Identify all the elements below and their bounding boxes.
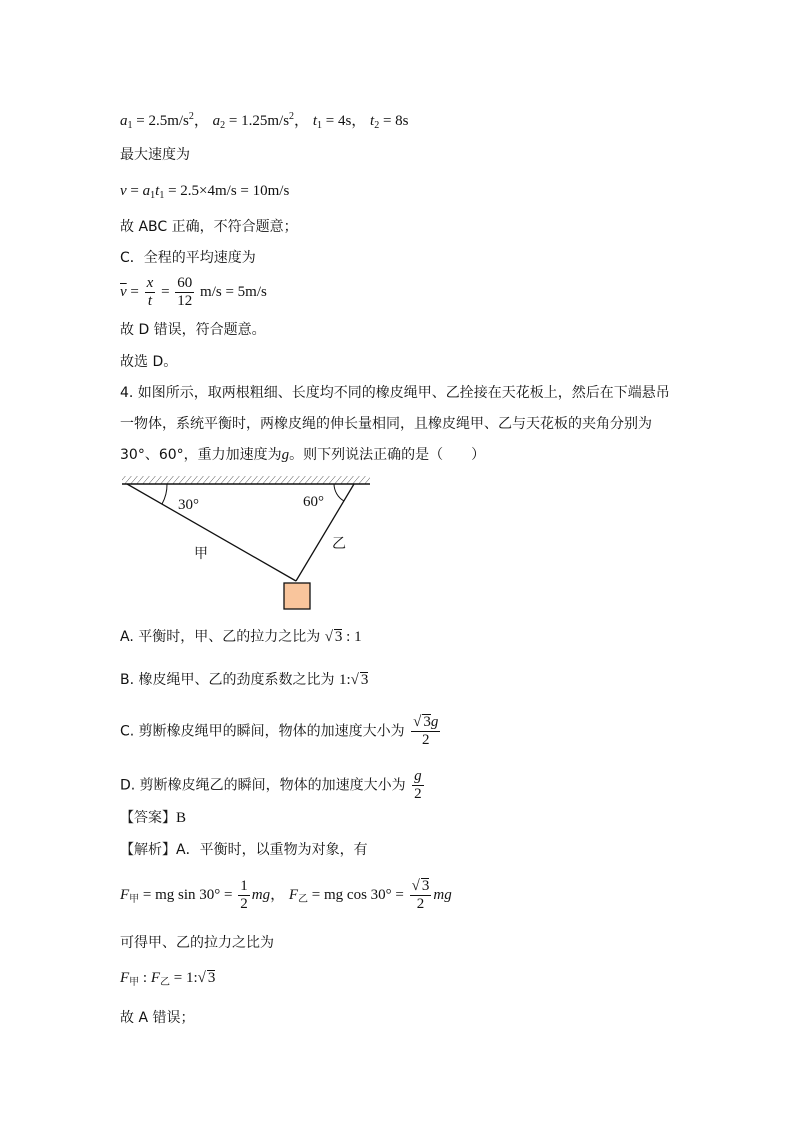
ratio-equation: $F_甲$ : $F_乙$ = 1:√ 3	[120, 970, 216, 988]
ceiling-hatch	[122, 476, 370, 484]
force-equations: $F_甲$ = mg sin 30° = $\frac{1}{2}$ mg， $F_乙$ = mg cos 30° = $\frac{√ 3}{2}$ mg	[120, 878, 452, 912]
option-d: D. 剪断橡皮绳乙的瞬间，物体的加速度大小为 $\frac{g}{2}$	[120, 768, 422, 802]
rope-label-jia: 甲	[194, 546, 208, 562]
ceiling-ropes-figure	[120, 475, 380, 615]
angle-arc-60	[334, 484, 344, 501]
angle-label-30: 30°	[178, 497, 199, 513]
answer-line: 【答案】B	[120, 810, 187, 826]
q4-stem-line-3: 30°、60°，重力加速度为g。则下列说法正确的是（ ）	[120, 447, 486, 463]
q4-stem-line-1: 4. 如图所示，取两根粗细、长度均不同的橡皮绳甲、乙拴接在天花板上，然后在下端悬吊	[120, 385, 670, 401]
angle-arc-30	[162, 484, 167, 504]
rope-jia	[127, 484, 296, 581]
ratio-label: 可得甲、乙的拉力之比为	[120, 935, 274, 951]
option-a: A. 平衡时，甲、乙的拉力之比为 √ 3 : 1	[120, 629, 362, 645]
abc-correct-text: 故 ABC 正确，不符合题意；	[120, 219, 298, 235]
d-wrong-text: 故 D 错误，符合题意。	[120, 322, 266, 338]
hanging-block	[284, 583, 310, 609]
angle-label-60: 60°	[303, 494, 324, 510]
option-b: B. 橡皮绳甲、乙的劲度系数之比为 1:√ 3	[120, 672, 369, 688]
analysis-line: 【解析】A．平衡时，以重物为对象，有	[120, 842, 368, 858]
accel-values-line: $a_1 = 2.5m/s^2$， $a_2 = 1.25m/s^2$， $t_1 = 4s$， $t_2 = 8s$	[120, 111, 409, 131]
vmax-equation: $v = a_1t_1 = 2.5\times 4m/s = 10m/s$	[120, 183, 290, 201]
choose-d-text: 故选 D。	[120, 354, 178, 370]
c-average-label: C．全程的平均速度为	[120, 250, 256, 266]
option-c: C. 剪断橡皮绳甲的瞬间，物体的加速度大小为 $\frac{√ 3g}{2}$	[120, 714, 439, 748]
q4-stem-line-2: 一物体，系统平衡时，两橡皮绳的伸长量相同，且橡皮绳甲、乙与天花板的夹角分别为	[120, 416, 652, 432]
rope-label-yi: 乙	[332, 536, 346, 552]
max-speed-label: 最大速度为	[120, 147, 190, 163]
a-wrong-text: 故 A 错误；	[120, 1010, 195, 1026]
avg-velocity-equation: $\overline{v}$ = $\frac{x}{t}$ = $\frac{60}{12}$ m/s = 5m/s	[120, 275, 267, 309]
